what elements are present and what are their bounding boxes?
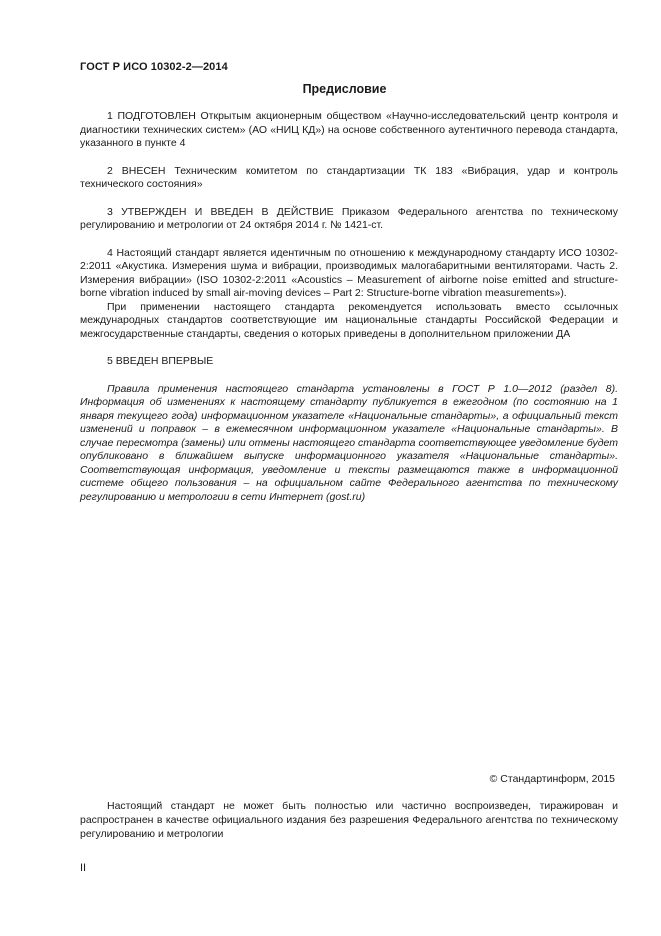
reproduction-notice	[80, 799, 618, 841]
section-4-identical: 4 Настоящий стандарт является идентичным по отношению к международному стандарту ИСО 10302-2:2011 «Акустика. Измерения шума и вибрации, производимых малогабаритными вентиляторами. Часть 2. Измерения вибрации» (ISO 10302-2:2011 «Acoustics – Measurement of airborne noise emitted and structure-borne vibration induced by small air-moving devices – Part 2: Structure-borne vibration measurements»).	[80, 246, 618, 299]
copyright-line: © Стандартинформ, 2015	[489, 773, 615, 785]
page-number: II	[80, 862, 87, 874]
reproduction-notice-text: Настоящий стандарт не может быть полностью или частично воспроизведен, тиражирован и распространен в качестве официального издания без разрешения Федерального агентства по техническому регулированию и метрологии	[80, 800, 618, 840]
application-rules-paragraph: Правила применения настоящего стандарта установлены в ГОСТ Р 1.0—2012 (раздел 8). Информация об изменениях к настоящему стандарту публикуется в ежегодном (по состоянию на 1 января текущего года) информационном указателе «Национальные стандарты», а официальный текст изменений и поправок – в ежемесячном информационном указателе «Национальные стандарты». В случае пересмотра (замены) или отмены настоящего стандарта соответствующее уведомление будет опубликовано в ближайшем выпуске информационного указателя «Национальные стандарты». Соответствующая информация, уведомление и тексты размещаются также в информационной системе общего пользования – на официальном сайте Федерального агентства по техническому регулированию и метрологии в сети Интернет (gost.ru)	[80, 382, 618, 503]
section-1-prepared: 1 ПОДГОТОВЛЕН Открытым акционерным обществом «Научно-исследовательский центр контроля и диагностики технических систем» (АО «НИЦ КД») на основе собственного аутентичного перевода стандарта, указанного в пункте 4	[80, 110, 618, 149]
section-3-approved: 3 УТВЕРЖДЕН И ВВЕДЕН В ДЕЙСТВИЕ Приказом Федерального агентства по техническому регулированию и метрологии от 24 октября 2014 г. № 1421-ст.	[80, 205, 618, 231]
foreword-content	[80, 110, 618, 504]
document-id-header: ГОСТ Р ИСО 10302-2—2014	[80, 61, 228, 73]
section-4-note: При применении настоящего стандарта рекомендуется использовать вместо ссылочных международных стандартов соответствующие им национальные стандарты Российской Федерации и межгосударственные стандарты, сведения о которых приведены в дополнительном приложении ДА	[80, 300, 618, 340]
page-title: Предисловие	[302, 82, 387, 96]
section-2-introduced: 2 ВНЕСЕН Техническим комитетом по стандартизации ТК 183 «Вибрация, удар и контроль технического состояния»	[80, 164, 618, 190]
section-5-first-introduced: 5 ВВЕДЕН ВПЕРВЫЕ	[107, 355, 214, 367]
